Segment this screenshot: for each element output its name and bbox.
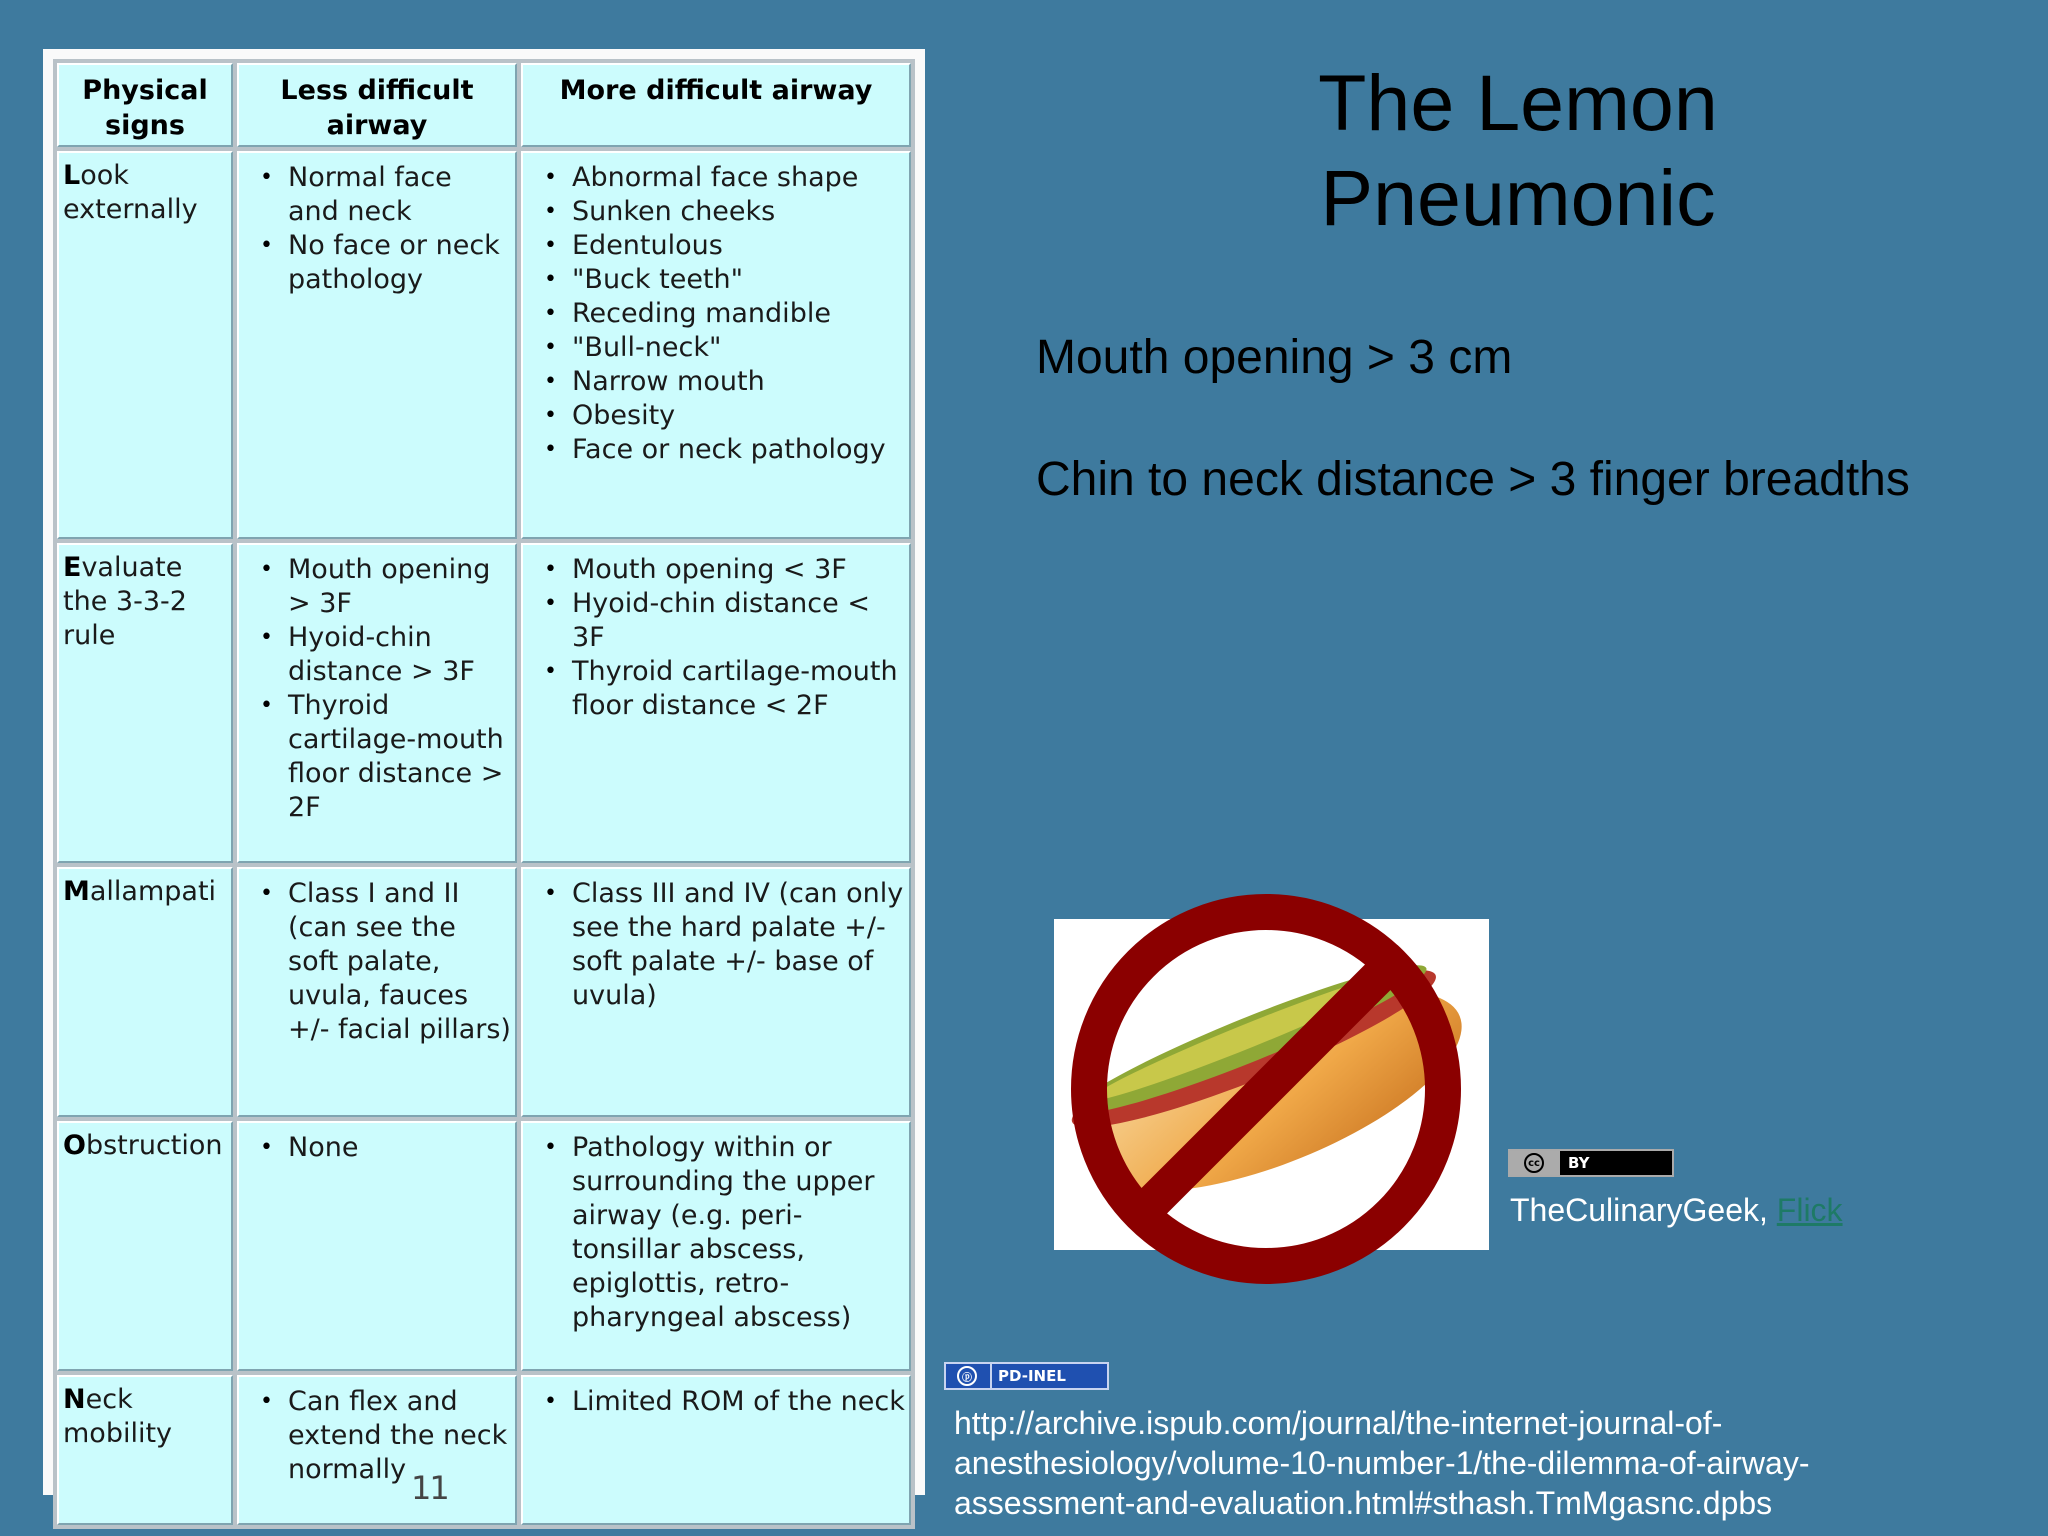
physical-sign-cell bbox=[57, 543, 233, 863]
lemon-letter: N bbox=[63, 1384, 86, 1415]
less-difficult-list bbox=[239, 869, 515, 1047]
lemon-letter: O bbox=[63, 1130, 86, 1161]
less-difficult-list bbox=[239, 1377, 515, 1487]
physical-sign-cell bbox=[57, 867, 233, 1117]
list-item: • Thyroid cartilage-mouth floor distance < 2F bbox=[529, 655, 905, 723]
list-item: • None bbox=[245, 1131, 511, 1165]
less-difficult-cell bbox=[237, 151, 517, 539]
list-item: • "Buck teeth" bbox=[529, 263, 905, 297]
list-item: • Thyroid cartilage-mouth floor distance > 2F bbox=[245, 689, 511, 825]
flickr-link[interactable]: Flick bbox=[1776, 1192, 1843, 1228]
sign-text: allampati bbox=[89, 876, 217, 907]
list-item: • Abnormal face shape bbox=[529, 161, 905, 195]
no-hotdog-photo bbox=[1054, 919, 1489, 1250]
sign-text: valuate the 3-3-2 rule bbox=[63, 552, 187, 651]
list-item: • No face or neck pathology bbox=[245, 229, 511, 297]
list-item: • Normal face and neck bbox=[245, 161, 511, 229]
cc-by-badge[interactable] bbox=[1508, 1149, 1674, 1177]
header-more-difficult: More difficult airway bbox=[521, 63, 911, 147]
cc-icon: cc bbox=[1524, 1153, 1544, 1173]
no-hotdog-icon bbox=[1054, 919, 1489, 1250]
chin-neck-point: Chin to neck distance > 3 finger breadths bbox=[1036, 453, 1910, 506]
pd-inel-badge[interactable] bbox=[944, 1362, 1109, 1390]
sign-text: eck mobility bbox=[63, 1384, 173, 1449]
list-item: • Mouth opening > 3F bbox=[245, 553, 511, 621]
less-difficult-list bbox=[239, 545, 515, 825]
list-item: • Sunken cheeks bbox=[529, 195, 905, 229]
table-row bbox=[57, 151, 911, 539]
list-item: • Mouth opening < 3F bbox=[529, 553, 905, 587]
list-item: • Hyoid-chin distance > 3F bbox=[245, 621, 511, 689]
table-row bbox=[57, 1121, 911, 1371]
list-item: • Pathology within or surrounding the upper airway (e.g. peri-tonsillar abscess, epiglottis, retro-pharyngeal abscess) bbox=[529, 1131, 905, 1335]
source-url: http://archive.ispub.com/journal/the-internet-journal-of-anesthesiology/volume-10-number-1/the-dilemma-of-airway-assessment-and-evaluation.html#sthash.TmMgasnc.dpbs bbox=[954, 1405, 1810, 1521]
cc-by-label: BY bbox=[1568, 1154, 1590, 1172]
list-item: • Receding mandible bbox=[529, 297, 905, 331]
list-item: • Face or neck pathology bbox=[529, 433, 905, 467]
photo-credit bbox=[1510, 1192, 1843, 1229]
slide-number: 11 bbox=[411, 1469, 448, 1507]
more-difficult-cell bbox=[521, 1121, 911, 1371]
mouth-opening-point: Mouth opening > 3 cm bbox=[1036, 331, 1513, 384]
more-difficult-cell bbox=[521, 543, 911, 863]
list-item: • "Bull-neck" bbox=[529, 331, 905, 365]
table-row bbox=[57, 1375, 911, 1525]
more-difficult-list bbox=[523, 545, 909, 723]
list-item: • Can flex and extend the neck normally bbox=[245, 1385, 511, 1487]
physical-sign-cell bbox=[57, 151, 233, 539]
lemon-letter: E bbox=[63, 552, 82, 583]
header-less-difficult: Less difficult airway bbox=[237, 63, 517, 147]
list-item: • Edentulous bbox=[529, 229, 905, 263]
more-difficult-list bbox=[523, 869, 909, 1013]
list-item: • Class I and II (can see the soft palate, uvula, fauces +/- facial pillars) bbox=[245, 877, 511, 1047]
slide-title: The Lemon Pneumonic bbox=[1318, 58, 1718, 242]
less-difficult-cell bbox=[237, 543, 517, 863]
lemon-letter: L bbox=[63, 160, 81, 191]
table-row bbox=[57, 867, 911, 1117]
less-difficult-cell bbox=[237, 1375, 517, 1525]
more-difficult-list bbox=[523, 153, 909, 467]
sign-text: ook externally bbox=[63, 160, 198, 225]
credit-author: TheCulinaryGeek, bbox=[1510, 1192, 1777, 1228]
list-item: • Hyoid-chin distance < 3F bbox=[529, 587, 905, 655]
list-item: • Narrow mouth bbox=[529, 365, 905, 399]
more-difficult-list bbox=[523, 1123, 909, 1335]
less-difficult-cell bbox=[237, 867, 517, 1117]
table-header-row bbox=[57, 63, 911, 147]
more-difficult-cell bbox=[521, 151, 911, 539]
less-difficult-cell bbox=[237, 1121, 517, 1371]
pd-inel-label: PD-INEL bbox=[998, 1367, 1066, 1385]
list-item: • Class III and IV (can only see the hard palate +/- soft palate +/- base of uvula) bbox=[529, 877, 905, 1013]
more-difficult-cell bbox=[521, 867, 911, 1117]
airway-assessment-table bbox=[53, 59, 915, 1529]
list-item: • Obesity bbox=[529, 399, 905, 433]
header-physical-signs: Physical signs bbox=[57, 63, 233, 147]
lemon-table-image bbox=[43, 49, 925, 1507]
less-difficult-list bbox=[239, 1123, 515, 1165]
pd-icon: ⓟ bbox=[957, 1366, 977, 1386]
lemon-letter: M bbox=[63, 876, 90, 907]
more-difficult-cell bbox=[521, 1375, 911, 1525]
less-difficult-list bbox=[239, 153, 515, 297]
sign-text: bstruction bbox=[85, 1130, 223, 1161]
list-item: • Limited ROM of the neck bbox=[529, 1385, 905, 1419]
table-row bbox=[57, 543, 911, 863]
physical-sign-cell bbox=[57, 1375, 233, 1525]
physical-sign-cell bbox=[57, 1121, 233, 1371]
more-difficult-list bbox=[523, 1377, 909, 1419]
